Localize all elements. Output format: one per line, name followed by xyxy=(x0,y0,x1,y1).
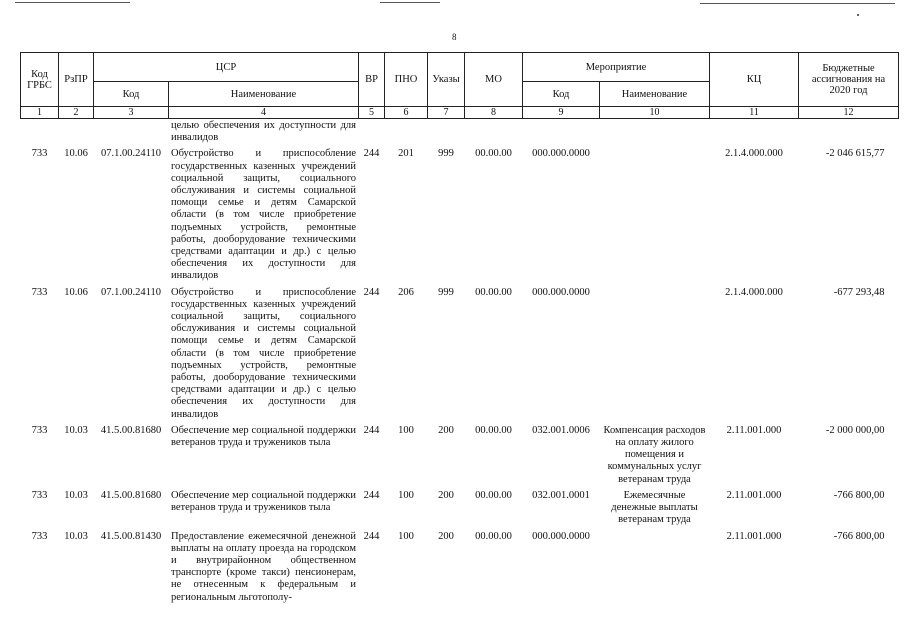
cell-grbs: 733 xyxy=(31,530,48,542)
cell-vr: 244 xyxy=(363,148,380,160)
cell-pno: 201 xyxy=(398,148,414,160)
cell-vr: 244 xyxy=(363,286,380,298)
cell-vr: 244 xyxy=(363,530,380,542)
cell-event-name xyxy=(600,144,710,282)
cell-grbs: 733 xyxy=(31,286,48,298)
cell-grbs: 733 xyxy=(31,489,48,501)
cell-amount: -2 046 615,77 xyxy=(825,148,885,160)
col-header-mo: МО xyxy=(465,53,523,107)
cell-kc: 2.1.4.000.000 xyxy=(725,286,783,298)
cell-rzpr: 10.03 xyxy=(64,424,88,436)
cell-pno: 100 xyxy=(398,424,414,436)
cell-pno: 100 xyxy=(398,530,414,542)
col-header-kc: КЦ xyxy=(710,53,799,107)
cell-csr-name: Обеспечение мер социальной поддержки ветеранов труда и тружеников тыла xyxy=(171,424,356,449)
col-header-budget: Бюджетные ассигнования на 2020 год xyxy=(799,53,899,107)
table-row xyxy=(21,527,899,604)
cell-mo: 00.00.00 xyxy=(475,489,512,501)
cell-event-code: 032.001.0006 xyxy=(532,424,590,436)
cell-kc: 2.11.001.000 xyxy=(726,489,782,501)
cell-ukazy: 200 xyxy=(438,424,454,436)
col-number: 1 xyxy=(21,107,59,119)
col-number: 5 xyxy=(359,107,385,119)
cell-event-name: Компенсация расходов на оплату жилого помещения и коммунальных услуг ветеранам труда xyxy=(603,424,706,485)
col-header-event-name: Наименование xyxy=(600,82,710,107)
cell-amount: -766 800,00 xyxy=(833,489,885,501)
cell-event-code: 000.000.0000 xyxy=(532,148,590,160)
cell-csr-code: 41.5.00.81680 xyxy=(100,489,162,501)
top-rule-left xyxy=(15,2,130,3)
table-row xyxy=(21,421,899,486)
col-number: 2 xyxy=(59,107,94,119)
cell-event-name: Ежемесячные денежные выплаты ветеранам труда xyxy=(611,489,698,526)
cell-ukazy: 999 xyxy=(438,286,454,298)
cell-kc: 2.11.001.000 xyxy=(726,530,782,542)
cell-rzpr: 10.06 xyxy=(64,148,88,160)
cell-event-name xyxy=(600,527,710,604)
corner-mark xyxy=(857,14,859,16)
cell-csr-code: 41.5.00.81680 xyxy=(100,424,162,436)
cell-mo: 00.00.00 xyxy=(475,148,512,160)
cell-amount: -766 800,00 xyxy=(833,530,885,542)
col-number: 9 xyxy=(523,107,600,119)
continuation-text: целью обеспечения их доступности для инвалидов xyxy=(171,120,356,144)
cell-csr-code: 07.1.00.24110 xyxy=(101,148,161,160)
top-rule-right xyxy=(700,3,895,4)
cell-ukazy: 200 xyxy=(438,489,454,501)
cell-mo: 00.00.00 xyxy=(475,424,512,436)
cell-event-code: 000.000.0000 xyxy=(532,286,590,298)
cell-event-name xyxy=(600,283,710,421)
cell-pno: 206 xyxy=(398,286,414,298)
cell-rzpr: 10.03 xyxy=(64,530,88,542)
cell-kc: 2.11.001.000 xyxy=(726,424,782,436)
cell-ukazy: 200 xyxy=(438,530,454,542)
cell-pno: 100 xyxy=(398,489,414,501)
cell-csr-code: 41.5.00.81430 xyxy=(100,530,162,542)
cell-event-code: 000.000.0000 xyxy=(532,530,590,542)
cell-event-code: 032.001.0001 xyxy=(532,489,590,501)
cell-rzpr: 10.03 xyxy=(64,489,88,501)
cell-csr-code: 07.1.00.24110 xyxy=(101,286,161,298)
page-number: 8 xyxy=(452,32,457,42)
col-header-csr-kod: Код xyxy=(94,82,169,107)
col-header-vr: ВР xyxy=(359,53,385,107)
cell-grbs: 733 xyxy=(31,148,48,160)
budget-table xyxy=(20,52,899,604)
cell-csr-name: Предоставление ежемесячной денежной выплаты на оплату проезда на городском и внутрирайонном общественном транспорте (кроме такси) пенсионерам, не отнесенным к федеральным и региональным льготополу- xyxy=(171,530,356,603)
top-rule-middle xyxy=(380,2,440,3)
cell-csr-name: Обустройство и приспособление государственных казенных учреждений социальной защиты, социального обслуживания и системы социальной помощи семье и детям Самарской области (в том числе приобретение подъемных устройств, ремонтные работы, дооборудование техническими средствами адаптации и др.) с целью обеспечения их доступности для инвалидов xyxy=(171,286,356,420)
col-number: 12 xyxy=(799,107,899,119)
col-number: 8 xyxy=(465,107,523,119)
table-row xyxy=(21,144,899,282)
col-header-rzpr: РзПР xyxy=(59,53,94,107)
col-number: 10 xyxy=(600,107,710,119)
col-number: 11 xyxy=(710,107,799,119)
cell-mo: 00.00.00 xyxy=(475,530,512,542)
col-number: 7 xyxy=(428,107,465,119)
col-header-ukazy: Указы xyxy=(428,53,465,107)
col-number: 6 xyxy=(385,107,428,119)
col-number: 4 xyxy=(169,107,359,119)
col-number: 3 xyxy=(94,107,169,119)
continuation-row xyxy=(21,119,899,145)
cell-rzpr: 10.06 xyxy=(64,286,88,298)
col-header-pno: ПНО xyxy=(385,53,428,107)
cell-kc: 2.1.4.000.000 xyxy=(725,148,783,160)
table-row xyxy=(21,486,899,527)
cell-vr: 244 xyxy=(363,424,380,436)
cell-amount: -677 293,48 xyxy=(833,286,885,298)
table-row xyxy=(21,283,899,421)
col-header-event-kod: Код xyxy=(523,82,600,107)
cell-vr: 244 xyxy=(363,489,380,501)
col-header-kod-grbs: Код ГРБС xyxy=(21,53,59,107)
col-header-csr-name: Наименование xyxy=(169,82,359,107)
cell-csr-name: Обустройство и приспособление государственных казенных учреждений социальной защиты, социального обслуживания и системы социальной помощи семье и детям Самарской области (в том числе приобретение подъемных устройств, ремонтные работы, дооборудование техническими средствами адаптации и др.) с целью обеспечения их доступности для инвалидов xyxy=(171,148,356,282)
cell-amount: -2 000 000,00 xyxy=(825,424,885,436)
cell-grbs: 733 xyxy=(31,424,48,436)
col-header-csr: ЦСР xyxy=(94,53,359,82)
cell-csr-name: Обеспечение мер социальной поддержки ветеранов труда и тружеников тыла xyxy=(171,489,356,514)
cell-ukazy: 999 xyxy=(438,148,454,160)
cell-mo: 00.00.00 xyxy=(475,286,512,298)
col-header-event: Мероприятие xyxy=(523,53,710,82)
